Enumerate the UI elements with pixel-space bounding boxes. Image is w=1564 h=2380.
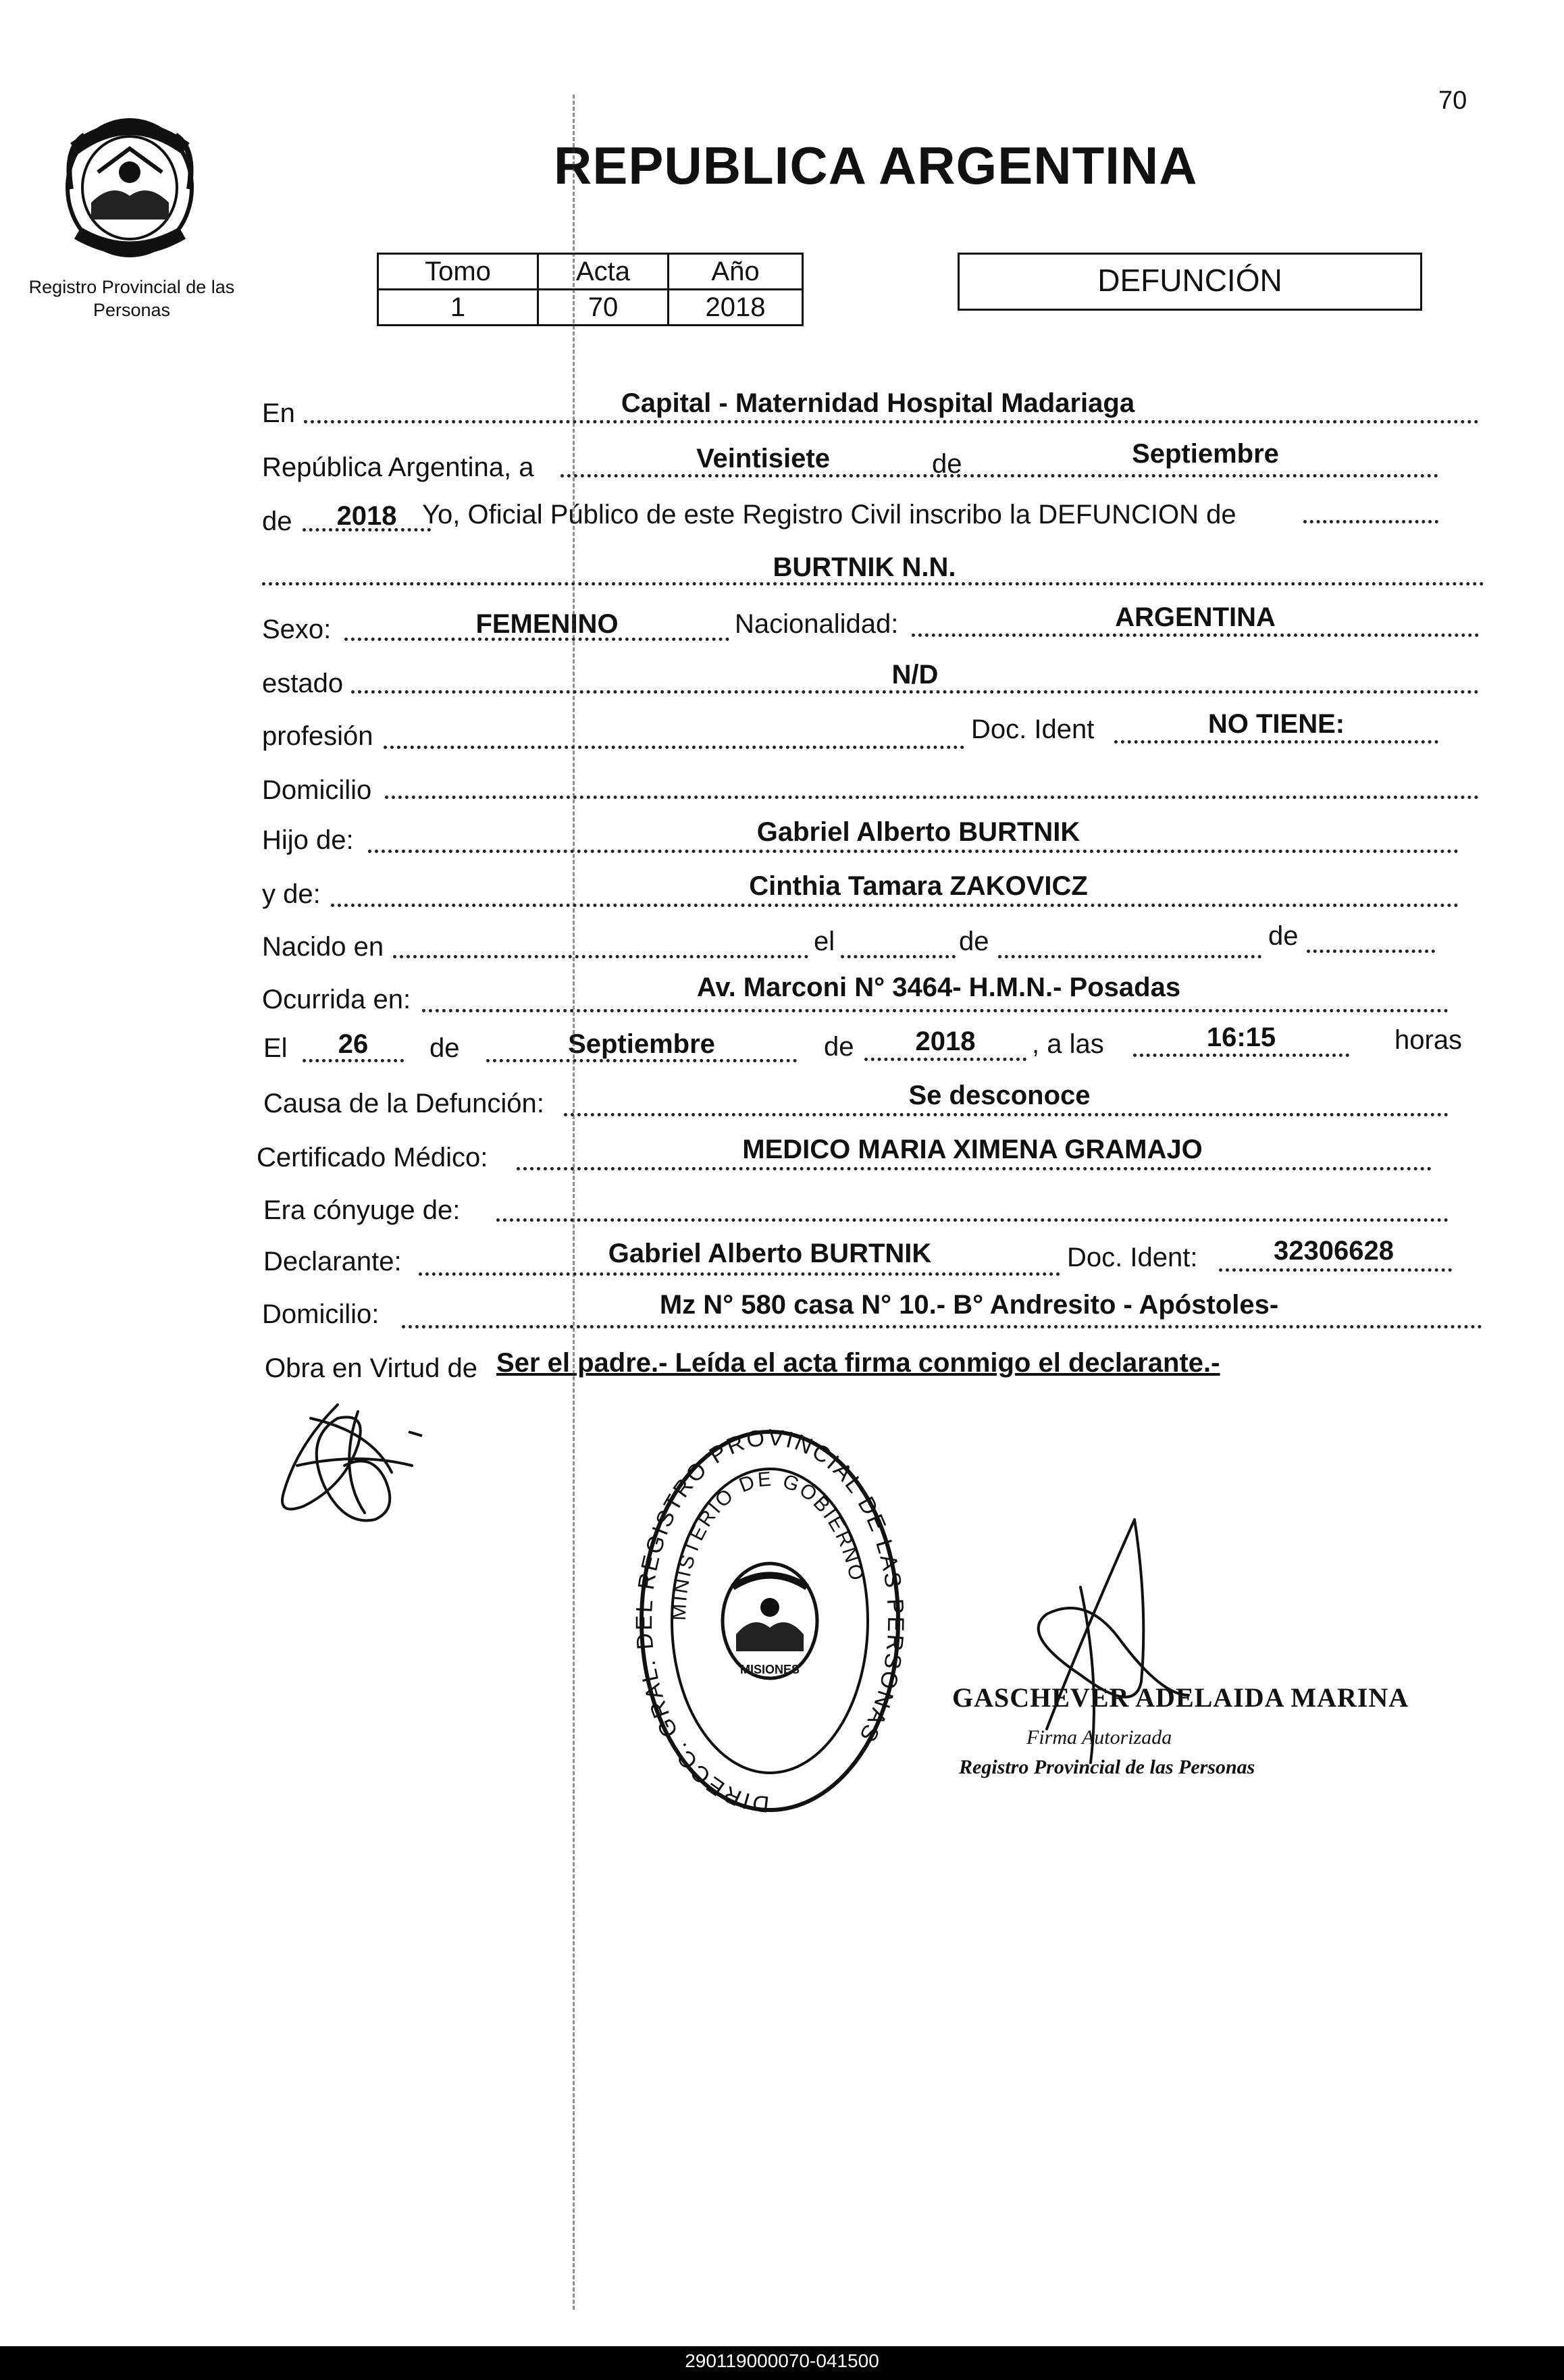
estado-value: N/D bbox=[891, 660, 939, 690]
sexo-label: Sexo: bbox=[262, 615, 332, 644]
en-label: En bbox=[262, 398, 295, 428]
fecha-de-label: de bbox=[932, 449, 962, 479]
fecha-defuncion-time: 16:15 bbox=[1206, 1023, 1276, 1052]
doc-type-box: DEFUNCIÓN bbox=[958, 253, 1422, 311]
domicilio-label: Domicilio bbox=[262, 775, 372, 805]
declarante-label: Declarante: bbox=[263, 1247, 402, 1276]
declarante-value: Gabriel Alberto BURTNIK bbox=[608, 1239, 932, 1268]
fecha-defuncion-el: El bbox=[263, 1033, 288, 1063]
fecha-defuncion-de2: de bbox=[824, 1032, 854, 1062]
declarante-doc-value: 32306628 bbox=[1274, 1236, 1394, 1266]
official-name: GASCHEVER ADELAIDA MARINA bbox=[952, 1682, 1409, 1713]
official-stamp bbox=[635, 1418, 905, 1823]
nacido-label: Nacido en bbox=[262, 932, 384, 962]
causa-label: Causa de la Defunción: bbox=[263, 1089, 544, 1118]
misiones-seal-logo bbox=[57, 108, 203, 263]
inscripcion-text: Yo, Oficial Público de este Registro Civil inscribo la DEFUNCION de bbox=[422, 500, 1236, 529]
page-number: 70 bbox=[1438, 86, 1467, 115]
stamp-outer-text: DIRECC. GRAL. REGISTRO PROVINCIAL DE LAS SONAS bbox=[635, 1424, 905, 1817]
anio-value: 2018 bbox=[336, 501, 397, 531]
fecha-label: República Argentina, a bbox=[262, 452, 534, 482]
table-cell-acta: 70 bbox=[538, 290, 669, 326]
nacionalidad-label: Nacionalidad: bbox=[735, 609, 899, 639]
hijo-de-value: Gabriel Alberto BURTNIK bbox=[756, 817, 1080, 847]
official-office: Registro Provincial de las Personas bbox=[959, 1756, 1255, 1778]
causa-value: Se desconoce bbox=[908, 1081, 1091, 1110]
stamp-inner-text: MINISTERIO DE GOBIERNO bbox=[667, 1468, 868, 1622]
acta-table bbox=[377, 253, 804, 326]
doc-ident-value: NO TIENE: bbox=[1207, 709, 1345, 739]
anio-label: de bbox=[262, 507, 292, 536]
hijo-de-label: Hijo de: bbox=[262, 825, 354, 855]
doc-ident-label: Doc. Ident bbox=[971, 715, 1095, 744]
conyuge-label: Era cónyuge de: bbox=[263, 1195, 461, 1225]
en-value: Capital - Maternidad Hospital Madariaga bbox=[621, 388, 1135, 418]
certificado-label: Certificado Médico: bbox=[257, 1143, 488, 1172]
declarant-signature bbox=[257, 1391, 432, 1533]
domicilio2-value: Mz N° 580 casa N° 10.- B° Andresito - Apóstoles- bbox=[659, 1290, 1279, 1320]
nacido-de1-label: de bbox=[959, 927, 989, 956]
footer-code: 290119000070-041500 bbox=[0, 2346, 1564, 2380]
y-de-value: Cinthia Tamara ZAKOVICZ bbox=[749, 871, 1088, 901]
nacido-de2-label: de bbox=[1268, 921, 1299, 951]
ocurrida-value: Av. Marconi N° 3464- H.M.N.- Posadas bbox=[696, 973, 1181, 1002]
fecha-defuncion-de1: de bbox=[429, 1033, 460, 1063]
obra-value: Ser el padre.- Leída el acta firma conmigo el declarante.- bbox=[496, 1348, 1220, 1378]
fecha-defuncion-year: 2018 bbox=[915, 1027, 976, 1056]
stamp-center-text: MISIONES bbox=[739, 1663, 800, 1676]
y-de-label: y de: bbox=[262, 879, 321, 909]
official-role: Firma Autorizada bbox=[1026, 1726, 1172, 1749]
sexo-value: FEMENINO bbox=[475, 609, 619, 639]
difunto-nombre: BURTNIK N.N. bbox=[773, 552, 956, 582]
nacido-el-label: el bbox=[814, 927, 835, 956]
fecha-defuncion-month: Septiembre bbox=[568, 1029, 715, 1059]
page-title: REPUBLICA ARGENTINA bbox=[554, 136, 1198, 195]
certificado-value: MEDICO MARIA XIMENA GRAMAJO bbox=[742, 1135, 1203, 1164]
table-cell-anio: 2018 bbox=[669, 290, 803, 326]
declarante-doc-label: Doc. Ident: bbox=[1067, 1243, 1198, 1272]
registry-label: Registro Provincial de las Personas bbox=[28, 277, 235, 320]
domicilio2-label: Domicilio: bbox=[262, 1299, 380, 1329]
fecha-defuncion-day: 26 bbox=[338, 1029, 369, 1059]
table-header-acta: Acta bbox=[538, 254, 669, 290]
fecha-day-value: Veintisiete bbox=[696, 444, 830, 473]
ocurrida-label: Ocurrida en: bbox=[262, 985, 411, 1014]
fecha-defuncion-a-las: , a las bbox=[1032, 1029, 1104, 1059]
obra-label: Obra en Virtud de bbox=[265, 1353, 478, 1383]
nacionalidad-value: ARGENTINA bbox=[1115, 602, 1276, 632]
table-header-anio: Año bbox=[669, 254, 803, 290]
fold-line bbox=[573, 95, 575, 2310]
table-cell-tomo: 1 bbox=[378, 290, 538, 326]
estado-label: estado bbox=[262, 669, 344, 698]
profesion-label: profesión bbox=[262, 721, 373, 751]
table-header-tomo: Tomo bbox=[378, 254, 538, 290]
fecha-month-value: Septiembre bbox=[1132, 439, 1279, 469]
fecha-defuncion-horas: horas bbox=[1394, 1025, 1463, 1055]
